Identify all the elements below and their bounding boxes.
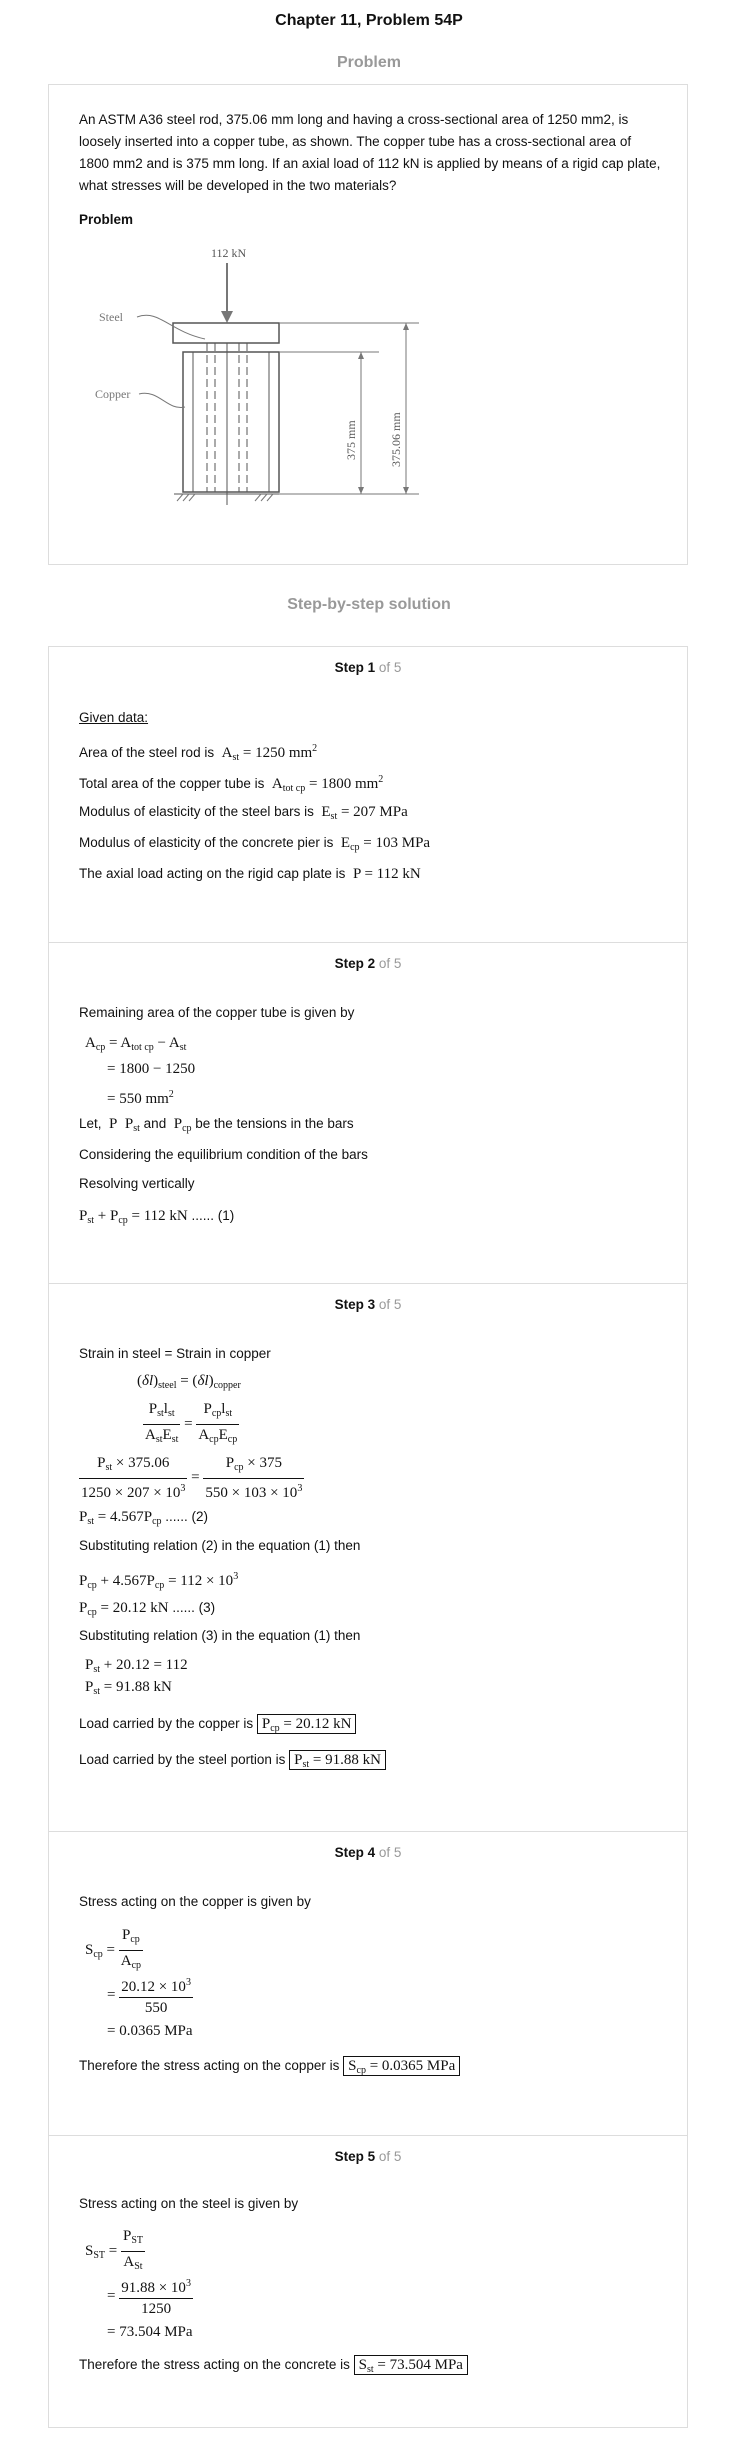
step5-line1: Stress acting on the steel is given by	[79, 2196, 299, 2211]
step2-line2: Let, P $P_{st}$ and $P_{cp}$ be the tensions in the bars	[79, 1116, 354, 1134]
step4-formula: $S_{cp}$ = $\frac{P_{cp}}{A_{cp}}$	[85, 1927, 142, 1971]
step-4-header: Step 4 of 5	[334, 1845, 402, 1860]
step3-strain-eq: $(\delta l)_{steel} = (\delta l)_{copper}$	[137, 1373, 241, 1391]
step3-subst-eq: $P_{cp} + 4.567P_{cp} = 112 \times 10^3$	[79, 1571, 239, 1591]
step2-eq1: $P_{st} + P_{cp} = 112$ kN ...... (1)	[79, 1208, 235, 1226]
step1-line5: The axial load acting on the rigid cap plate is P = 112 kN	[79, 866, 421, 882]
page-title: Chapter 11, Problem 54P	[275, 12, 463, 29]
dim-label-375: 375 mm	[344, 420, 358, 460]
step2-eq-acp: $A_{cp} = A_{tot cp} - A_{st}$	[85, 1035, 187, 1053]
step3-numeric-eq: $\frac{P_{st} \times 375.06}{1250 \times 207 \times 10^3}$ = $\frac{P_{cp} \times 375}{550 \times 103 \times 10^3}$	[81, 1455, 303, 1501]
solution-heading: Step-by-step solution	[287, 596, 451, 613]
step5-line2: Therefore the stress acting on the concrete is $S_{st} = 73.504$ MPa	[79, 2354, 468, 2381]
copper-stress-result: $S_{cp} = 0.0365$ MPa	[343, 2056, 460, 2076]
step5-formula: $S_{ST}$ = $\frac{P_{ST}}{A_{St}}$	[85, 2228, 143, 2272]
problem-heading: Problem	[336, 54, 401, 71]
steel-load-result: $P_{st} = 91.88$ kN	[289, 1750, 386, 1770]
load-label: 112 kN	[211, 246, 247, 260]
step2-eq-result: = 550 $mm^2$	[107, 1089, 174, 1107]
copper-tube	[183, 352, 279, 492]
step1-line3: Modulus of elasticity of the steel bars is $E_{st} = 207$ MPa	[79, 804, 408, 822]
step3-line4: Load carried by the copper is $P_{cp} = 20.12$ kN	[79, 1713, 356, 1740]
figure-label: Problem	[79, 212, 134, 227]
problem-box	[48, 84, 688, 565]
copper-load-result: $P_{cp} = 20.12$ kN	[257, 1714, 357, 1734]
step3-line2: Substituting relation (2) in the equation (1) then	[79, 1538, 361, 1553]
step-5-header: Step 5 of 5	[334, 2149, 402, 2164]
step3-line5: Load carried by the steel portion is $P_{st} = 91.88$ kN	[79, 1749, 386, 1776]
step2-line4: Resolving vertically	[79, 1176, 195, 1191]
step-3-header: Step 3 of 5	[334, 1297, 402, 1312]
step3-frac-eq: $\frac{P_{st}l_{st}}{A_{st}E_{st}}$ = $\frac{P_{cp}l_{st}}{A_{cp}E_{cp}}$	[145, 1401, 238, 1445]
given-data-label: Given data:	[79, 710, 149, 725]
step5-numeric: = $\frac{91.88 \times 10^3}{1250}$	[107, 2274, 193, 2319]
problem-text: An ASTM A36 steel rod, 375.06 mm long and having a cross-sectional area of 1250 mm2, is loosely inserted into a copper tube, as shown. The copper tube has a cross-sectional area of 1800 mm2 and is 375 mm long. If an axial load of 112 kN is applied by means of a rigid cap plate, what stresses will be developed in the two materials?	[79, 112, 661, 193]
step1-line4: Modulus of elasticity of the concrete pier is $E_{cp} = 103$ MPa	[79, 835, 431, 853]
step2-line1: Remaining area of the copper tube is given by	[79, 1005, 355, 1020]
step3-eq2: $P_{st} = 4.567P_{cp}$ ...... (2)	[79, 1509, 209, 1527]
steel-stress-result: $S_{st} = 73.504$ MPa	[354, 2355, 468, 2375]
step5-value: = 73.504 MPa	[107, 2324, 193, 2340]
step1-line2: Total area of the copper tube is $A_{tot cp} = 1800$ $mm^2$	[79, 774, 384, 794]
step1-line1: Area of the steel rod is $A_{st} = 1250$ $mm^2$	[79, 743, 318, 763]
step-2-header: Step 2 of 5	[334, 956, 402, 971]
step4-numeric: = $\frac{20.12 \times 10^3}{550}$	[107, 1973, 193, 2018]
dim-label-37506: 375.06 mm	[389, 412, 403, 467]
solution-box	[48, 646, 688, 2428]
steel-label: Steel	[99, 310, 123, 324]
problem-figure	[79, 235, 519, 550]
step4-line2: Therefore the stress acting on the copper is $S_{cp} = 0.0365$ MPa	[79, 2055, 460, 2082]
step2-line3: Considering the equilibrium condition of the bars	[79, 1147, 368, 1162]
step3-sum-eq: $P_{st} + 20.12 = 112$	[85, 1657, 188, 1675]
step4-value: = 0.0365 MPa	[107, 2023, 193, 2039]
step2-eq-sub: = 1800 − 1250	[107, 1061, 196, 1077]
cap-plate	[173, 323, 279, 343]
step4-line1: Stress acting on the copper is given by	[79, 1894, 311, 1909]
step3-pst-eq: $P_{st} = 91.88$ kN	[85, 1679, 172, 1697]
step3-line1: Strain in steel = Strain in copper	[79, 1346, 271, 1361]
step3-eq3: $P_{cp} = 20.12$ kN ...... (3)	[79, 1600, 216, 1618]
copper-label: Copper	[95, 387, 131, 401]
step3-line3: Substituting relation (3) in the equation (1) then	[79, 1628, 361, 1643]
step-1-header: Step 1 of 5	[334, 660, 402, 675]
